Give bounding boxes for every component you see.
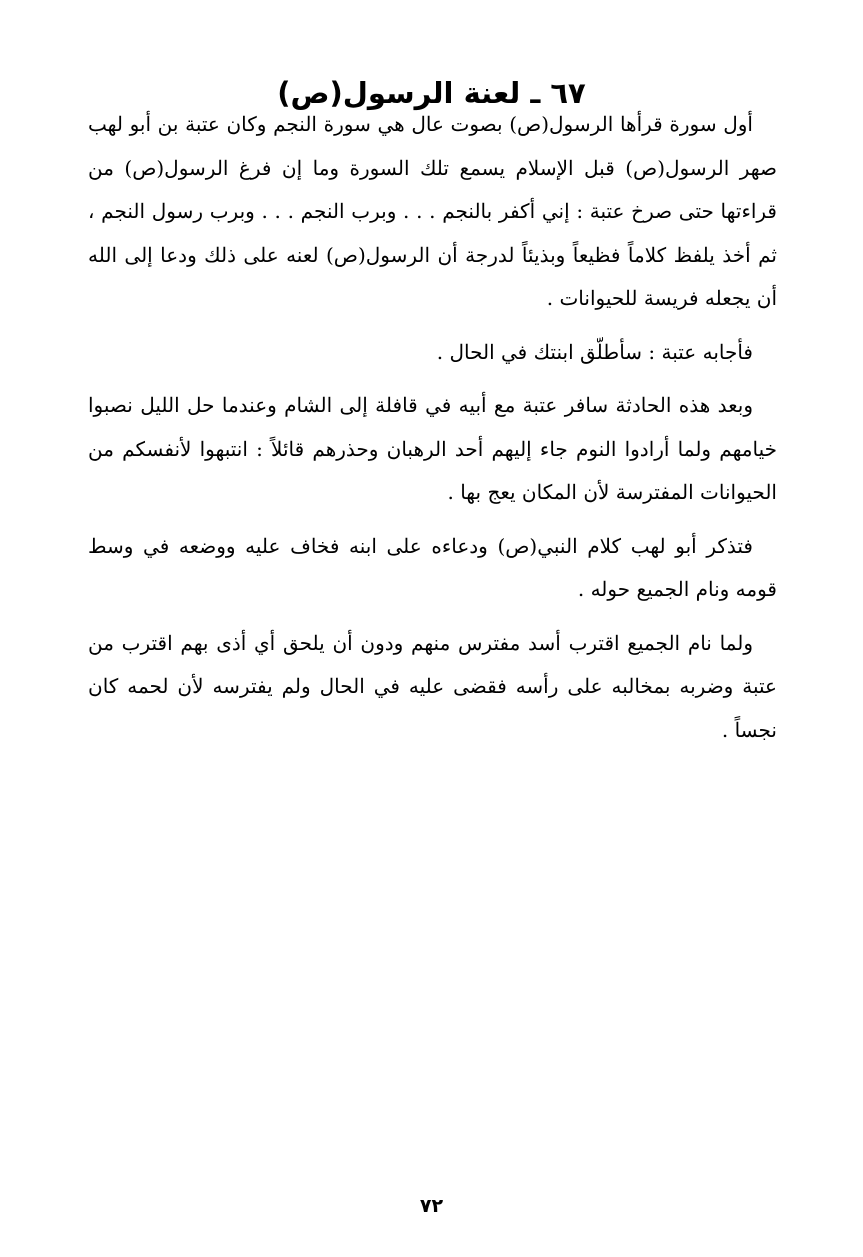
document-body	[88, 103, 777, 762]
paragraph-5: ولما نام الجميع اقترب أسد مفترس منهم ودون أن يلحق أي أذى بهم اقترب من عتبة وضربه بمخالبه على رأسه فقضى عليه في الحال ولم يفترسه لأن لحمه كان نجساً .	[88, 630, 777, 742]
paragraph-1: أول سورة قرأها الرسول(ص) بصوت عال هي سورة النجم وكان عتبة بن أبو لهب صهر الرسول(ص) قبل الإسلام يسمع تلك السورة وما إن فرغ الرسول(ص) من قراءتها حتى صرخ عتبة : إني أكفر بالنجم . . . وبرب النجم . . . وبرب رسول النجم ، ثم أخذ يلفظ كلاماً فظيعاً وبذيئاً لدرجة أن الرسول(ص) لعنه على ذلك ودعا إلى الله أن يجعله فريسة للحيوانات .	[88, 112, 777, 310]
page-title: ٦٧ ـ لعنة الرسول(ص)	[277, 76, 586, 111]
paragraph-4: فتذكر أبو لهب كلام النبي(ص) ودعاءه على ابنه فخاف عليه ووضعه في وسط قومه ونام الجميع حوله .	[88, 533, 777, 601]
page-number: ٧٢	[419, 1195, 444, 1217]
paragraph-3: وبعد هذه الحادثة سافر عتبة مع أبيه في قافلة إلى الشام وعندما حل الليل نصبوا خيامهم ولما أرادوا النوم جاء إليهم أحد الرهبان وحذرهم قائلاً : انتبهوا لأنفسكم من الحيوانات المفترسة لأن المكان يعج بها .	[88, 393, 778, 504]
paragraph-2: فأجابه عتبة : سأطلّق ابنتك في الحال .	[436, 339, 753, 364]
